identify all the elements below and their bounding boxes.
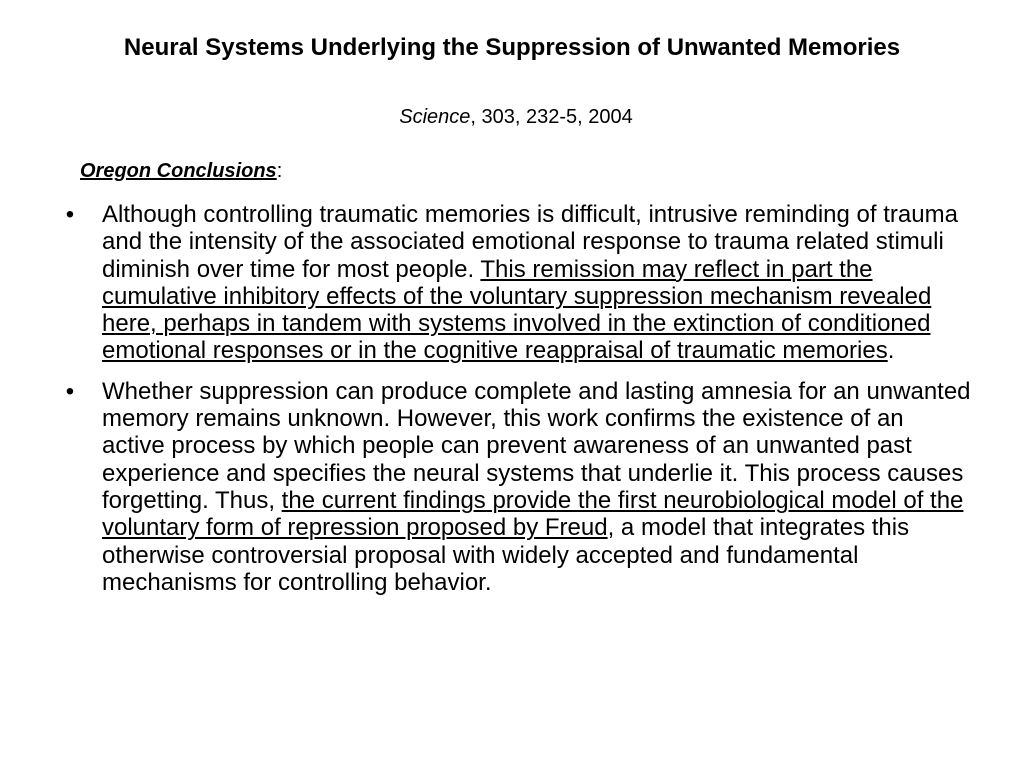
citation-details: , 303, 232-5, 2004 bbox=[470, 106, 633, 128]
bullet-text-underlined: the current findings provide the first neurobiological model of the voluntary form of repression proposed by Freud bbox=[102, 486, 964, 542]
bullet-item bbox=[60, 378, 972, 596]
citation bbox=[0, 104, 1024, 130]
bullet-text-end: , a model that integrates this otherwise controversial proposal with widely accepted and fundamental mechanisms for controlling behavior. bbox=[102, 514, 910, 596]
bullet-text-underlined: This remission may reflect in part the cumulative inhibitory effects of the voluntary suppression mechanism revealed here, perhaps in tandem with systems involved in the extinction of conditioned emotional responses or in the cognitive reappraisal of traumatic memories bbox=[102, 255, 932, 365]
section-heading bbox=[80, 158, 282, 184]
bullet-text-intro: Whether suppression can produce complete and lasting amnesia for an unwanted memory remains unknown. However, this work confirms the existence of an active process by which people can prevent awareness of an unwanted past experience and specifies the neural systems that underlie it. This process causes forgetting. Thus, bbox=[102, 377, 971, 514]
slide-title: Neural Systems Underlying the Suppression of Unwanted Memories bbox=[123, 34, 901, 61]
bullet-marker: • bbox=[65, 377, 75, 405]
bullet-item bbox=[60, 201, 972, 365]
citation-journal: Science bbox=[399, 106, 471, 128]
section-heading-label: Oregon Conclusions bbox=[80, 160, 277, 182]
section-heading-colon: : bbox=[276, 160, 283, 182]
bullet-text-intro: Although controlling traumatic memories is difficult, intrusive reminding of trauma and the intensity of the associated emotional response to trauma related stimuli diminish over time for most people. bbox=[102, 201, 958, 283]
bullet-marker: • bbox=[65, 201, 75, 228]
bullet-text-end: . bbox=[887, 337, 895, 365]
bullet-list bbox=[60, 201, 972, 596]
